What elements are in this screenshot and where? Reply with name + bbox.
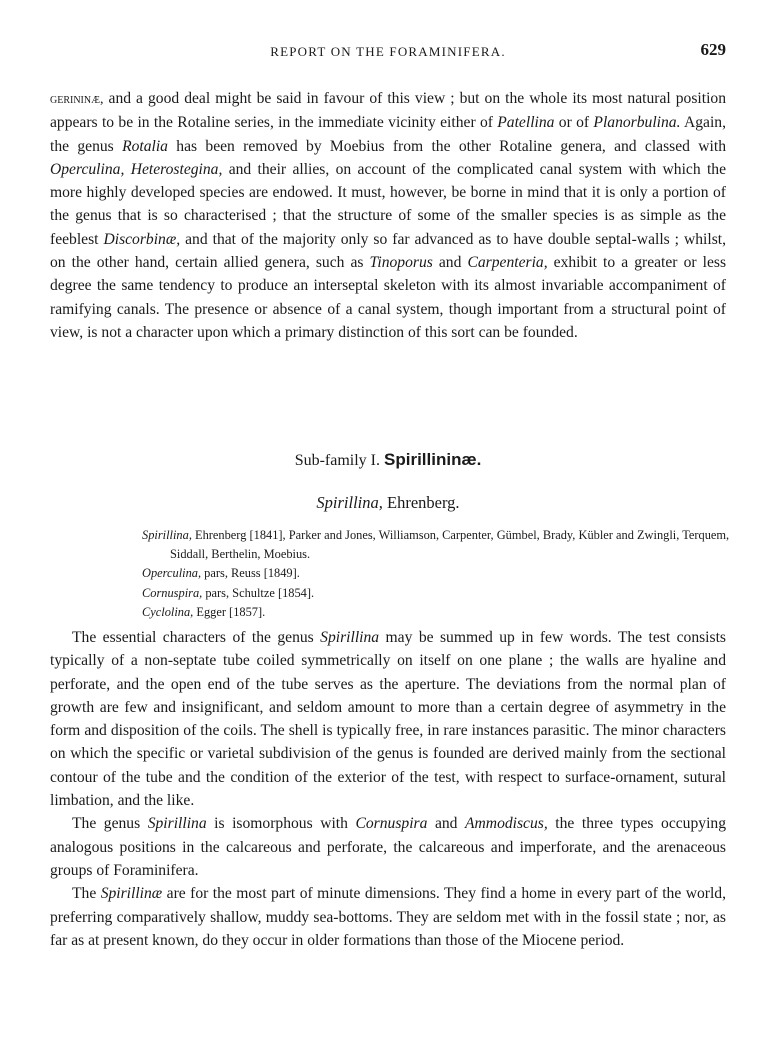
body-text (50, 626, 726, 952)
genus-carpenteria: Carpenteria, (467, 254, 548, 272)
genus-patellina: Patellina (497, 114, 555, 132)
synonymy-entry: Spirillina, Ehrenberg [1841], Parker and Jones, Williamson, Carpenter, Gümbel, Brady, Kübler and Zwingli, Terquem, Siddall, Berthelin, Moebius. (142, 528, 730, 562)
paragraph-distribution: The Spirillinæ are for the most part of minute dimensions. They find a home in every part of the world, preferring comparatively shallow, muddy sea-bottoms. They are seldom met with in the fossil state ; nor, as far as at present known, do they occur in older formations than those of the Miocene period. (50, 885, 726, 949)
intro-paragraph: gerininæ, and a good deal might be said in favour of this view ; but on the whole its most natural position appears to be in the Rotaline series, in the immediate vicinity either of Patellina or of Planorbulina. Again, the genus Rotalia has been removed by Moebius from the other Rotaline genera, and classed with Operculina, Heterostegina, and their allies, on account of the complicated canal system with which the more highly developed species are endowed. It must, however, be borne in mind that it is only a portion of the genus that is so characterised ; that the structure of some of the smaller species is as simple as the feeblest Discorbinæ, and that of the majority only so far advanced as to have double septal-walls ; whilst, on the other hand, certain allied genera, such as Tinoporus and Carpenteria, exhibit to a greater or less degree the same tendency to produce an interseptal skeleton with its almost invariable accompaniment of ramifying canals. The presence or absence of a canal system, though important from a structural point of view, is not a character upon which a primary distinction of this sort can be founded. (50, 90, 727, 341)
genus-name: Spirillina, (316, 493, 383, 512)
paragraph-isomorphism: The genus Spirillina is isomorphous with Cornuspira and Ammodiscus, the three types occupying analogous positions in the calcareous and perforate, the calcareous and imperforate, and the arenaceous groups of Foraminifera. (50, 815, 726, 879)
synonymy-list (142, 526, 734, 622)
subfamily-prefix: Sub-family I. (294, 452, 385, 469)
genus-heading (50, 493, 726, 513)
subfamily-name: Spirillininæ. (384, 450, 482, 469)
genus-operculina: Operculina, (50, 160, 125, 178)
genus-heterostegina: Heterostegina, (130, 160, 223, 178)
page-header (50, 40, 726, 64)
running-title: REPORT ON THE FORAMINIFERA. (270, 44, 506, 59)
continued-word: gerininæ, (50, 92, 104, 107)
genus-planorbulina: Planorbulina. (593, 114, 681, 132)
paragraph-characters: The essential characters of the genus Spirillina may be summed up in few words. The test consists typically of a non-septate tube coiled symmetrically on itself on one plane ; the walls are hyaline and perforate, and the open end of the tube serves as the aperture. The deviations from the normal plan of growth are few and insignificant, and seldom amount to more than a certain degree of asymmetry in the form and disposition of the coils. The shell is typically free, in rare instances parasitic. The minor characters on which the specific or varietal subdivision of the genus is founded are derived mainly from the sectional contour of the tube and the condition of the exterior of the test, with respect to surface-ornament, sutural limbation, and the like. (50, 629, 726, 810)
genus-rotalia: Rotalia (122, 137, 168, 155)
genus-tinoporus: Tinoporus (369, 254, 433, 272)
genus-author: Ehrenberg. (382, 493, 460, 512)
subfamily-heading (50, 450, 726, 470)
subfamily-discorbinae: Discorbinæ, (103, 230, 181, 248)
synonymy-entry: Cornuspira, pars, Schultze [1854]. (142, 585, 315, 600)
intro-paragraph-block (50, 87, 726, 344)
page-number: 629 (700, 40, 726, 59)
synonymy-entry: Operculina, pars, Reuss [1849]. (142, 566, 300, 581)
synonymy-entry: Cyclolina, Egger [1857]. (142, 604, 266, 619)
